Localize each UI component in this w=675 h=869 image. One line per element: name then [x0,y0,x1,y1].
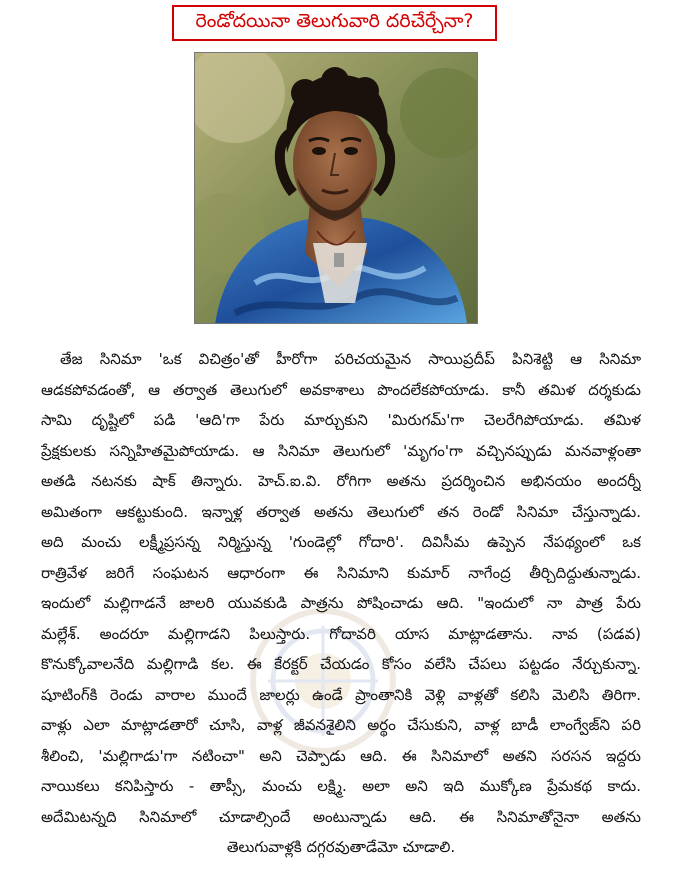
article-body [41,344,641,863]
article-line: అతడి నటనకు షాక్ తిన్నారు. హెచ్.ఐ.వి. రోగిగా అతను ప్రదర్శించిన అభినయం అందర్నీ [41,472,641,490]
article-line: ఇందులో మల్లిగాడనే జాలరి యువకుడి పాత్రను పోషించాడు ఆది. "ఇందులో నా పాత్ర పేరు [41,594,641,612]
article-line: అమితంగా ఆకట్టుకుంది. ఇన్నాళ్ల తర్వాత అతను తెలుగులో తన రెండో సినిమా చేస్తున్నాడు. [41,502,641,521]
article-line: ప్రేక్షకులకు సన్నిహితమైపోయాడు. ఆ సినిమా తెలుగులో 'మృగం'గా వచ్చినప్పుడు మనవాళ్లంతా [41,441,641,460]
article-line: వాళ్లు ఎలా మాట్లాడతారో చూసి, వాళ్ల జీవనశైలిని అర్థం చేసుకుని, వాళ్ల బాడీ లాంగ్వేజ్‌ని పరి [41,716,641,734]
article-line: తెలుగువాళ్లకి దగ్గరవుతాడేమో చూడాలి. [226,838,456,856]
article-line: అది మంచు లక్ష్మీప్రసన్న నిర్మిస్తున్న 'గుండెల్లో గోదారి'. దివిసీమ ఉప్పెన నేపథ్యంలో ఒక [41,533,641,551]
article-line: ఆడకపోవడంతో, ఆ తర్వాత తెలుగులో అవకాశాలు పొందలేకపోయాడు. కానీ తమిళ దర్శకుడు [41,380,641,399]
article-line: కొనుక్కోవాలనేది మల్లిగాడి కల. ఈ కేరక్టర్ చేయడం కోసం వలేసి చేపలు పట్టడం నేర్చుకున్నా. [41,655,641,673]
portrait-photo [194,52,478,324]
article-line: శీలించి, 'మల్లిగాడు'గా నటించా" అని చెప్పాడు ఆది. ఈ సినిమాలో అతని సరసన ఇద్దరు [41,746,641,765]
article-line: షూటింగ్‌కి రెండు వారాల ముందే జాలర్లు ఉండే ప్రాంతానికి వెళ్లి వాళ్లతో కలిసి మెలిసి తిరిగా. [41,685,641,704]
headline-box [172,5,497,41]
article-line: రాత్రివేళ జరిగే సంఘటన ఆధారంగా ఈ సినిమాని కుమార్ నాగేంద్ర తీర్చిదిద్దుతున్నాడు. [41,563,641,582]
article-line: అదేమిటన్నది సినిమాలో చూడాల్సిందే అంటున్నాడు ఆది. ఈ సినిమాతోనైనా అతను [41,807,641,826]
article-line: సామి దృష్టిలో పడి 'ఆది'గా పేరు మార్చుకుని 'మిరుగమ్'గా చెలరేగిపోయాడు. తమిళ [41,411,641,429]
headline: రెండోదయినా తెలుగువారి దరిచేర్చేనా? [195,9,474,32]
article-line: తేజ సినిమా 'ఒక విచిత్రం'తో హీరోగా పరిచయమైన సాయిప్రదీప్ పినిశెట్టి ఆ సినిమా [60,350,641,368]
article-line: మల్లేశ్. అందరూ మల్లిగాడని పిలుస్తారు. గోదావరి యాస మాట్లాడతాను. నావ (పడవ) [41,624,641,643]
article-line: నాయికలు కనిపిస్తారు - తాప్సీ, మంచు లక్ష్మి. అలా అని ఇది ముక్కోణ ప్రేమకథ కాదు. [41,777,641,795]
portrait-illustration [195,53,478,324]
